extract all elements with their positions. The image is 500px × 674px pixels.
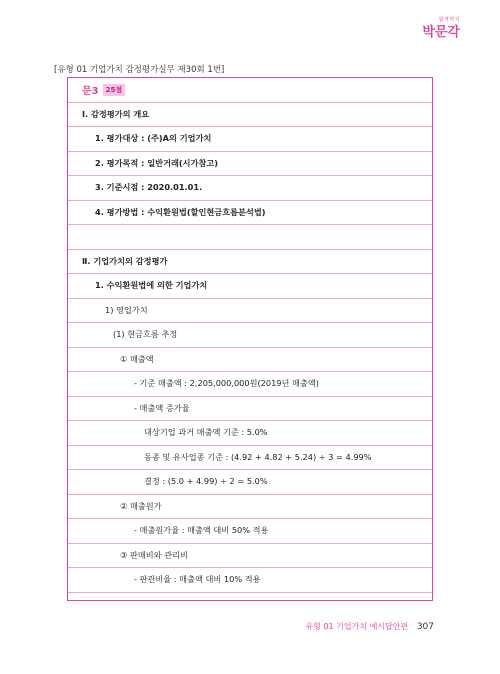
page-number: 307 xyxy=(416,622,434,632)
content-line: 4. 평가방법 : 수익환원법(할인현금흐름분석법) xyxy=(68,201,432,226)
section-heading: Ⅰ. 감정평가의 개요 xyxy=(68,103,432,128)
blank-line xyxy=(68,593,432,601)
logo-wordmark: 박문각 xyxy=(422,25,460,40)
content-line: - 판관비율 : 매출액 대비 10% 적용 xyxy=(68,568,432,593)
content-line: - 매출액 증가율 xyxy=(68,397,432,422)
problem-title-row xyxy=(68,78,432,103)
content-line: - 매출원가율 : 매출액 대비 50% 적용 xyxy=(68,519,432,544)
content-line: 2. 평가목적 : 일반거래(시가참고) xyxy=(68,152,432,177)
content-line: 1. 평가대상 : (주)A의 기업가치 xyxy=(68,127,432,152)
content-line: ③ 판매비와 관리비 xyxy=(68,544,432,569)
footer-title: 유형 01 기업가치 예시답안편 xyxy=(305,622,409,631)
page-footer xyxy=(305,621,434,632)
content-line: 3. 기준시점 : 2020.01.01. xyxy=(68,176,432,201)
score-badge: 25점 xyxy=(103,84,126,96)
content-line: ② 매출원가 xyxy=(68,495,432,520)
content-line: 결정 : (5.0 + 4.99) ÷ 2 = 5.0% xyxy=(68,470,432,495)
content-line: 1) 영업가치 xyxy=(68,299,432,324)
content-line: (1) 현금흐름 추정 xyxy=(68,323,432,348)
section-heading: Ⅱ. 기업가치의 감정평가 xyxy=(68,250,432,275)
blank-line xyxy=(68,225,432,250)
answer-box xyxy=(67,77,433,601)
content-line: - 기준 매출액 : 2,205,000,000원(2019년 매출액) xyxy=(68,372,432,397)
content-line: ① 매출액 xyxy=(68,348,432,373)
publisher-logo xyxy=(422,18,460,39)
content-line: 1. 수익환원법에 의한 기업가치 xyxy=(68,274,432,299)
logo-tagline: 합격까지 xyxy=(438,17,460,23)
problem-label: 문3 xyxy=(82,86,99,98)
section-header: [유형 01 기업가치 감정평가실무 제30회 1번] xyxy=(54,65,225,75)
content-line: 동종 및 유사업종 기준 : (4.92 + 4.82 + 5.24) ÷ 3 = 4.99% xyxy=(68,446,432,471)
content-line: 대상기업 과거 매출액 기준 : 5.0% xyxy=(68,421,432,446)
